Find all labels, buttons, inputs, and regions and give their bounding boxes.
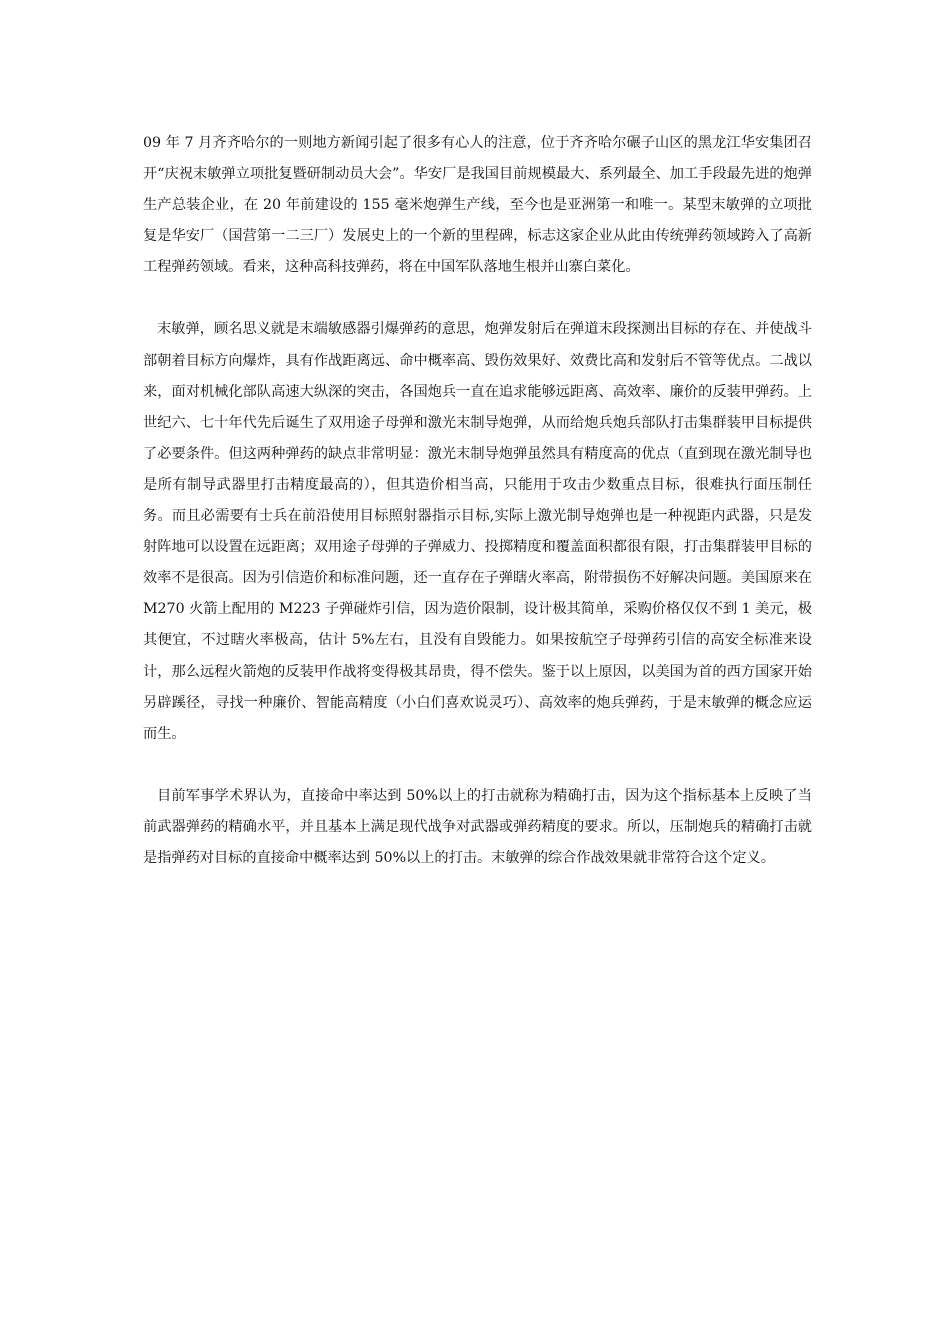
document-body [143,128,817,874]
paragraph-1: 09 年 7 月齐齐哈尔的一则地方新闻引起了很多有心人的注意，位于齐齐哈尔碾子山区的黑龙江华安集团召开“庆祝末敏弹立项批复暨研制动员大会”。华安厂是我国目前规模最大、系列最全、加工手段最先进的炮弹生产总装企业，在 20 年前建设的 155 毫米炮弹生产线，至今也是亚洲第一和唯一。某型末敏弹的立项批复是华安厂（国营第一二三厂）发展史上的一个新的里程碑，标志这家企业从此由传统弹药领域跨入了高新工程弹药领域。看来，这种高科技弹药，将在中国军队落地生根并山寨白菜化。 [143,135,812,276]
paragraph-2: 末敏弹，顾名思义就是末端敏感器引爆弹药的意思，炮弹发射后在弹道末段探测出目标的存在、并使战斗部朝着目标方向爆炸，具有作战距离远、命中概率高、毁伤效果好、效费比高和发射后不管等优点。二战以来，面对机械化部队高速大纵深的突击，各国炮兵一直在追求能够远距离、高效率、廉价的反装甲弹药。上世纪六、七十年代先后诞生了双用途子母弹和激光末制导炮弹，从而给炮兵炮兵部队打击集群装甲目标提供了必要条件。但这两种弹药的缺点非常明显：激光末制导炮弹虽然具有精度高的优点（直到现在激光制导也是所有制导武器里打击精度最高的），但其造价相当高，只能用于攻击少数重点目标，很难执行面压制任务。而且必需要有士兵在前沿使用目标照射器指示目标,实际上激光制导炮弹也是一种视距内武器，只是发射阵地可以设置在远距离；双用途子母弹的子弹威力、投掷精度和覆盖面积都很有限，打击集群装甲目标的效率不是很高。因为引信造价和标准问题，还一直存在子弹瞎火率高，附带损伤不好解决问题。美国原来在 M270 火箭上配用的 M223 子弹碰炸引信，因为造价限制，设计极其简单，采购价格仅仅不到 1 美元，极其便宜，不过瞎火率极高，估计 5%左右，且没有自毁能力。如果按航空子母弹药引信的高安全标准来设计，那么远程火箭炮的反装甲作战将变得极其昂贵，得不偿失。鉴于以上原因，以美国为首的西方国家开始另辟蹊径，寻找一种廉价、智能高精度（小白们喜欢说灵巧）、高效率的炮兵弹药，于是末敏弹的概念应运而生。 [143,321,817,742]
paragraph-3: 目前军事学术界认为，直接命中率达到 50%以上的打击就称为精确打击，因为这个指标基本上反映了当前武器弹药的精确水平，并且基本上满足现代战争对武器或弹药精度的要求。所以，压制炮兵的精确打击就是指弹药对目标的直接命中概率达到 50%以上的打击。末敏弹的综合作战效果就非常符合这个定义。 [143,787,812,866]
